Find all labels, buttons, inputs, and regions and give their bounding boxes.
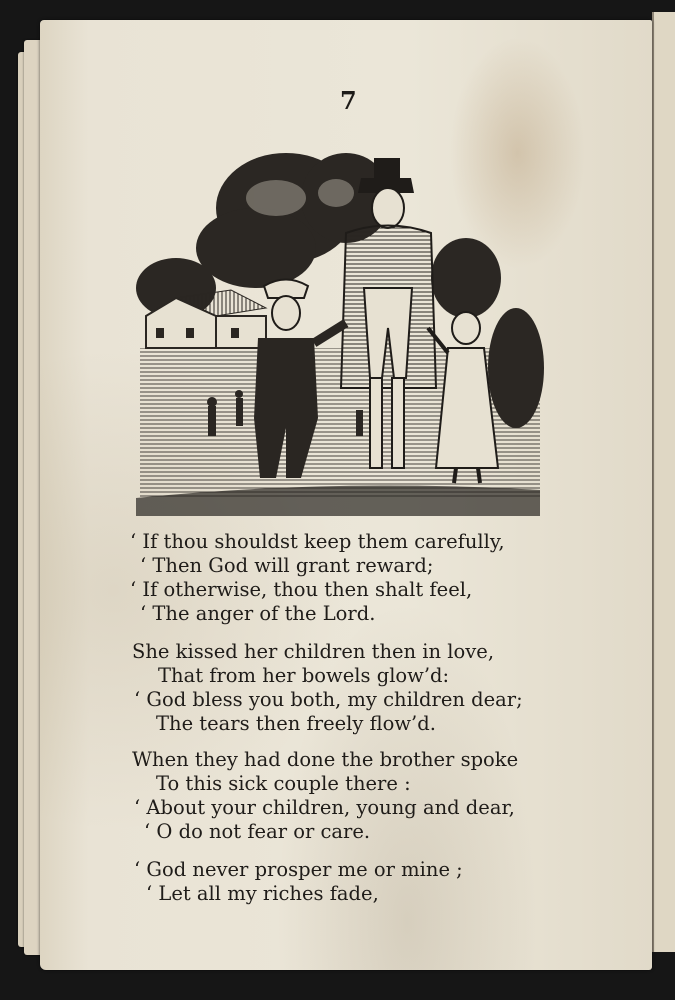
poem-line: The tears then freely flow’d.	[156, 712, 436, 735]
book-page	[40, 20, 652, 970]
poem-text	[40, 20, 652, 970]
poem-line: When they had done the brother spoke	[132, 748, 519, 771]
poem-line: That from her bowels glow’d:	[158, 664, 450, 687]
poem-line: ‘ About your children, young and dear,	[134, 796, 515, 819]
poem-line: To this sick couple there :	[156, 772, 411, 795]
poem-line: ‘ O do not fear or care.	[144, 820, 371, 843]
poem-line: ‘ God bless you both, my children dear;	[134, 688, 523, 711]
poem-line: ‘ If thou shouldst keep them carefully,	[130, 530, 505, 553]
poem-line: She kissed her children then in love,	[132, 640, 495, 663]
poem-line: ‘ Let all my riches fade,	[146, 882, 379, 905]
poem-line: ‘ Then God will grant reward;	[140, 554, 434, 577]
poem-line: ‘ The anger of the Lord.	[140, 602, 376, 625]
poem-line: ‘ If otherwise, thou then shalt feel,	[130, 578, 473, 601]
facing-page	[652, 12, 675, 952]
poem-line: ‘ God never prosper me or mine ;	[134, 858, 463, 881]
page-number: 7	[340, 86, 357, 115]
